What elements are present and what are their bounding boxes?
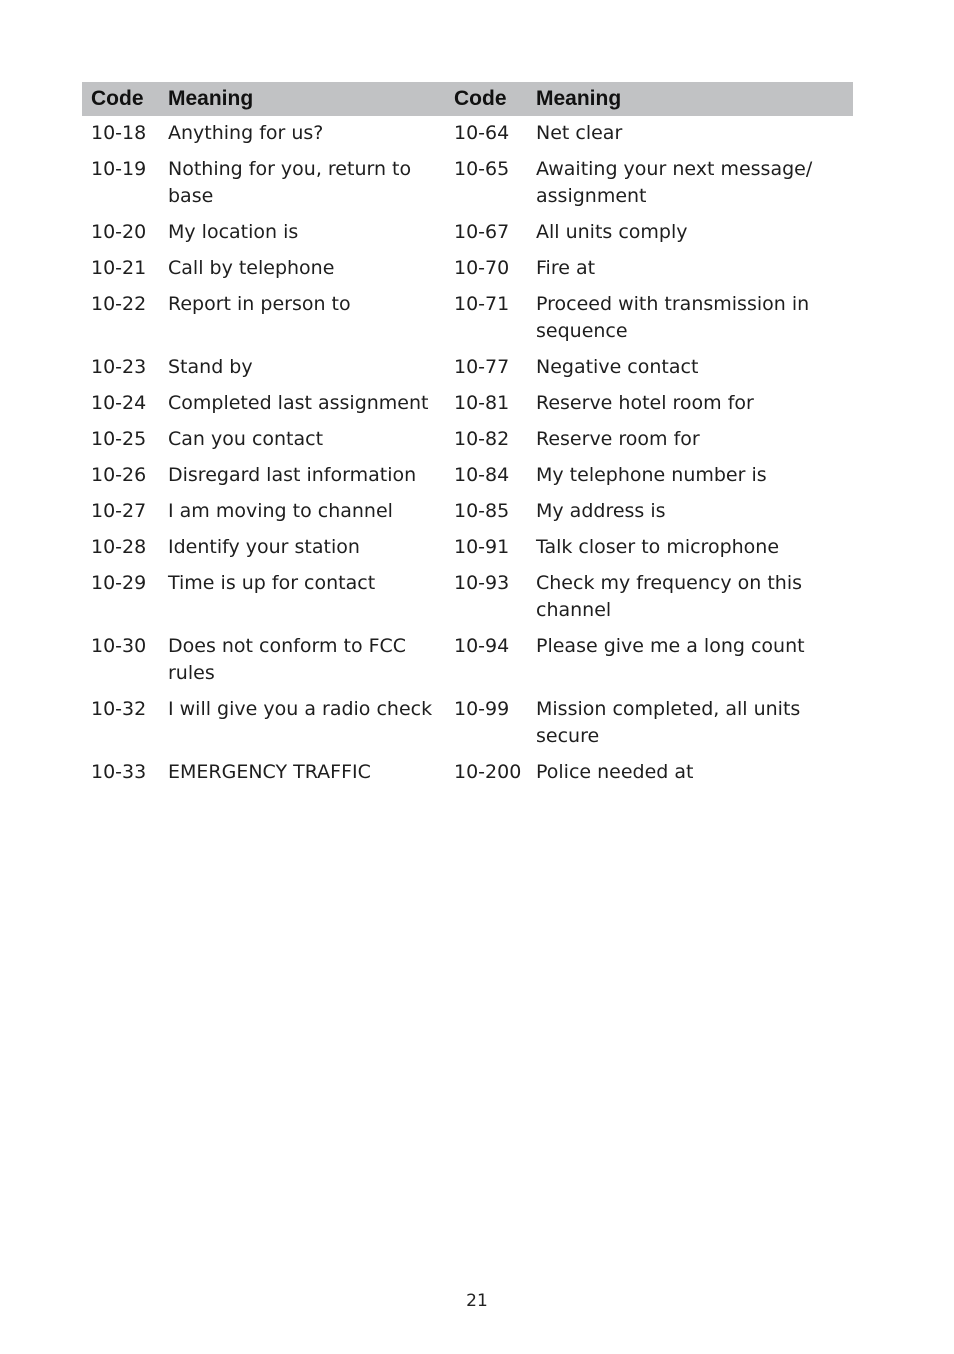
- code-cell: 10-33: [91, 761, 147, 783]
- code-cell: 10-26: [91, 464, 147, 486]
- code-cell: 10-18: [91, 122, 147, 144]
- code-cell: 10-20: [91, 221, 147, 243]
- meaning-cell: Time is up for contact: [168, 572, 376, 594]
- code-cell: 10-23: [91, 356, 147, 378]
- table-row: [82, 422, 853, 458]
- meaning-cell: Please give me a long count: [536, 635, 805, 657]
- code-cell: 10-22: [91, 293, 147, 315]
- code-cell: 10-93: [454, 572, 510, 594]
- meaning-cell: My address is: [536, 500, 666, 522]
- table-row: [82, 458, 853, 494]
- meaning-cell: Can you contact: [168, 428, 324, 450]
- code-cell: 10-30: [91, 635, 147, 657]
- table-row: [82, 755, 853, 791]
- code-cell: 10-32: [91, 698, 147, 720]
- meaning-cell: My telephone number is: [536, 464, 767, 486]
- table-header: [82, 82, 853, 116]
- table-row: [82, 152, 853, 215]
- table-body: [82, 116, 853, 791]
- code-cell: 10-81: [454, 392, 510, 414]
- meaning-cell: Reserve room for: [536, 428, 700, 450]
- table-row: [82, 350, 853, 386]
- code-cell: 10-67: [454, 221, 510, 243]
- meaning-cell: Report in person to: [168, 293, 351, 315]
- meaning-cell: Awaiting your next message/ assignment: [536, 158, 813, 207]
- code-cell: 10-64: [454, 122, 510, 144]
- meaning-cell: Check my frequency on this channel: [536, 572, 802, 621]
- code-cell: 10-85: [454, 500, 510, 522]
- code-cell: 10-21: [91, 257, 147, 279]
- column-header-code: Code: [91, 87, 144, 110]
- code-cell: 10-200: [454, 761, 522, 783]
- table-row: [82, 692, 853, 755]
- meaning-cell: Police needed at: [536, 761, 694, 783]
- code-cell: 10-91: [454, 536, 510, 558]
- code-cell: 10-24: [91, 392, 147, 414]
- meaning-cell: Nothing for you, return to base: [168, 158, 412, 207]
- table-row: [82, 215, 853, 251]
- table-row: [82, 251, 853, 287]
- table-row: [82, 386, 853, 422]
- meaning-cell: Negative contact: [536, 356, 699, 378]
- code-cell: 10-94: [454, 635, 510, 657]
- code-cell: 10-65: [454, 158, 510, 180]
- code-cell: 10-27: [91, 500, 147, 522]
- code-cell: 10-29: [91, 572, 147, 594]
- page-number: 21: [466, 1291, 488, 1311]
- table-row: [82, 494, 853, 530]
- code-cell: 10-19: [91, 158, 147, 180]
- meaning-cell: Mission completed, all units secure: [536, 698, 801, 747]
- meaning-cell: Proceed with transmission in sequence: [536, 293, 810, 342]
- meaning-cell: Reserve hotel room for: [536, 392, 754, 414]
- code-cell: 10-71: [454, 293, 510, 315]
- code-cell: 10-70: [454, 257, 510, 279]
- table-row: [82, 530, 853, 566]
- meaning-cell: Does not conform to FCC rules: [168, 635, 407, 684]
- column-header-meaning: Meaning: [536, 87, 622, 110]
- table-row: [82, 566, 853, 629]
- meaning-cell: Stand by: [168, 356, 253, 378]
- meaning-cell: Identify your station: [168, 536, 360, 558]
- meaning-cell: EMERGENCY TRAFFIC: [168, 761, 371, 783]
- code-cell: 10-82: [454, 428, 510, 450]
- table-row: [82, 629, 853, 692]
- code-cell: 10-25: [91, 428, 147, 450]
- code-cell: 10-77: [454, 356, 510, 378]
- table-row: [82, 287, 853, 350]
- meaning-cell: Anything for us?: [168, 122, 324, 144]
- table-header-row: [82, 82, 853, 116]
- meaning-cell: Fire at: [536, 257, 596, 279]
- meaning-cell: Completed last assignment: [168, 392, 429, 414]
- meaning-cell: Net clear: [536, 122, 623, 144]
- code-cell: 10-84: [454, 464, 510, 486]
- meaning-cell: Call by telephone: [168, 257, 335, 279]
- table-row: [82, 116, 853, 152]
- column-header-meaning: Meaning: [168, 87, 254, 110]
- column-header-code: Code: [454, 87, 507, 110]
- code-cell: 10-99: [454, 698, 510, 720]
- ten-codes-table: [82, 82, 853, 791]
- meaning-cell: Talk closer to microphone: [536, 536, 780, 558]
- meaning-cell: All units comply: [536, 221, 688, 243]
- meaning-cell: Disregard last information: [168, 464, 417, 486]
- meaning-cell: I will give you a radio check: [168, 698, 433, 720]
- meaning-cell: My location is: [168, 221, 299, 243]
- meaning-cell: I am moving to channel: [168, 500, 393, 522]
- code-cell: 10-28: [91, 536, 147, 558]
